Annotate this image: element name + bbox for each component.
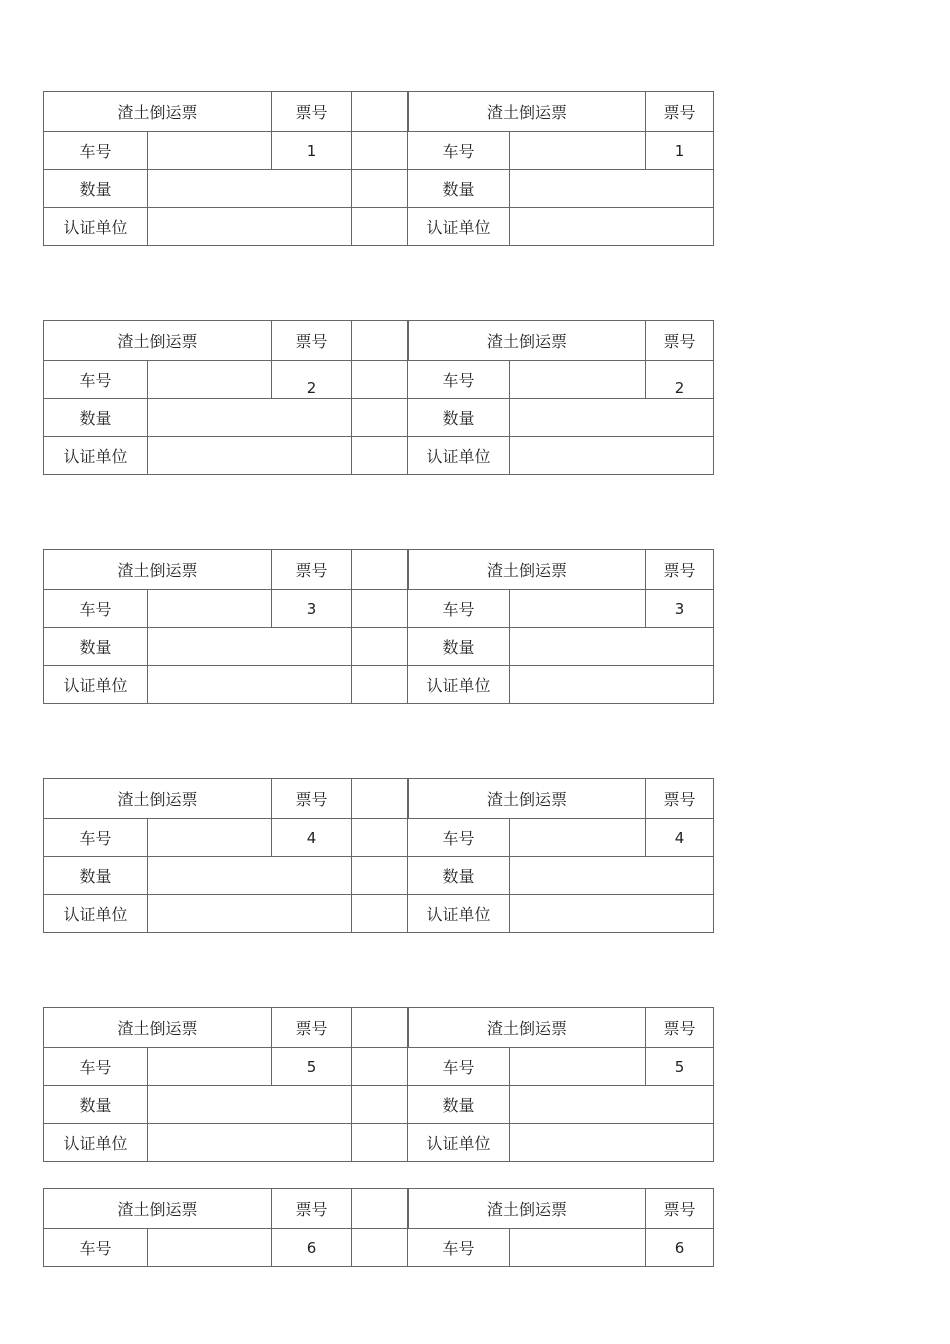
- stub-number-label: 票号: [645, 550, 713, 589]
- quantity-label: 数量: [79, 867, 112, 886]
- stub-certifier-value-field[interactable]: [509, 437, 713, 474]
- stub-certifier-value-field[interactable]: [509, 666, 713, 703]
- stub-number-value: 2: [645, 361, 713, 398]
- certifier-label: 认证单位: [63, 905, 128, 924]
- ticket-block-4: [43, 778, 714, 933]
- stub-plate-label: 车号: [442, 829, 475, 848]
- certifier-row: [44, 665, 713, 703]
- plate-value-field[interactable]: [147, 132, 271, 169]
- plate-value-field[interactable]: [147, 361, 271, 398]
- stub-plate-label: 车号: [442, 371, 475, 390]
- stub-number-label: 票号: [645, 779, 713, 818]
- header-row: [44, 550, 713, 589]
- plate-label: 车号: [79, 600, 112, 619]
- certifier-label: 认证单位: [63, 676, 128, 695]
- ticket-number-value: 5: [271, 1048, 351, 1085]
- quantity-value-field[interactable]: [147, 628, 351, 665]
- certifier-row: [44, 1123, 713, 1161]
- quantity-value-field[interactable]: [147, 1086, 351, 1123]
- stub-plate-label: 车号: [442, 142, 475, 161]
- stub-number-value: 5: [645, 1048, 713, 1085]
- plate-value-field[interactable]: [147, 1229, 271, 1266]
- stub-plate-label: 车号: [442, 600, 475, 619]
- plate-label: 车号: [79, 371, 112, 390]
- ticket-number-label: 票号: [271, 1189, 351, 1228]
- quantity-label: 数量: [79, 1096, 112, 1115]
- stub-certifier-label: 认证单位: [426, 218, 491, 237]
- certifier-value-field[interactable]: [147, 1124, 351, 1161]
- stub-number-value: 6: [645, 1229, 713, 1266]
- ticket-number-value: 1: [271, 132, 351, 169]
- stub-title: 渣土倒运票: [408, 550, 645, 589]
- quantity-label: 数量: [79, 180, 112, 199]
- plate-row: [44, 360, 713, 398]
- stub-certifier-value-field[interactable]: [509, 1124, 713, 1161]
- quantity-row: [44, 856, 713, 894]
- ticket-number-value: 3: [271, 590, 351, 627]
- certifier-value-field[interactable]: [147, 437, 351, 474]
- stub-certifier-value-field[interactable]: [509, 895, 713, 932]
- certifier-row: [44, 207, 713, 245]
- ticket-title: 渣土倒运票: [117, 103, 198, 122]
- ticket-block-5: [43, 1007, 714, 1162]
- stub-number-label: 票号: [645, 321, 713, 360]
- ticket-title: 渣土倒运票: [117, 790, 198, 809]
- ticket-title: 渣土倒运票: [117, 561, 198, 580]
- ticket-block-1: [43, 91, 714, 246]
- header-row: [44, 1189, 713, 1228]
- ticket-block-6: [43, 1188, 714, 1267]
- stub-title: 渣土倒运票: [408, 321, 645, 360]
- plate-row: [44, 1047, 713, 1085]
- stub-number-label: 票号: [645, 1189, 713, 1228]
- stub-quantity-value-field[interactable]: [509, 1086, 713, 1123]
- stub-certifier-value-field[interactable]: [509, 208, 713, 245]
- plate-value-field[interactable]: [147, 1048, 271, 1085]
- stub-quantity-value-field[interactable]: [509, 399, 713, 436]
- plate-label: 车号: [79, 1239, 112, 1258]
- stub-certifier-label: 认证单位: [426, 447, 491, 466]
- quantity-row: [44, 169, 713, 207]
- stub-plate-value-field[interactable]: [509, 590, 645, 627]
- stub-quantity-value-field[interactable]: [509, 628, 713, 665]
- ticket-number-label: 票号: [271, 1008, 351, 1047]
- quantity-value-field[interactable]: [147, 857, 351, 894]
- ticket-title: 渣土倒运票: [117, 1019, 198, 1038]
- stub-number-label: 票号: [645, 92, 713, 131]
- quantity-label: 数量: [79, 638, 112, 657]
- quantity-value-field[interactable]: [147, 170, 351, 207]
- stub-title: 渣土倒运票: [408, 1008, 645, 1047]
- plate-value-field[interactable]: [147, 819, 271, 856]
- stub-plate-value-field[interactable]: [509, 1048, 645, 1085]
- ticket-number-label: 票号: [271, 92, 351, 131]
- certifier-row: [44, 436, 713, 474]
- plate-label: 车号: [79, 829, 112, 848]
- header-row: [44, 321, 713, 360]
- stub-plate-value-field[interactable]: [509, 361, 645, 398]
- certifier-label: 认证单位: [63, 447, 128, 466]
- ticket-number-label: 票号: [271, 321, 351, 360]
- certifier-value-field[interactable]: [147, 208, 351, 245]
- quantity-row: [44, 398, 713, 436]
- plate-label: 车号: [79, 1058, 112, 1077]
- ticket-number-value: 4: [271, 819, 351, 856]
- stub-quantity-value-field[interactable]: [509, 857, 713, 894]
- header-row: [44, 92, 713, 131]
- ticket-number-value: 6: [271, 1229, 351, 1266]
- stub-certifier-label: 认证单位: [426, 1134, 491, 1153]
- stub-title: 渣土倒运票: [408, 779, 645, 818]
- stub-quantity-label: 数量: [442, 1096, 475, 1115]
- ticket-number-label: 票号: [271, 550, 351, 589]
- certifier-label: 认证单位: [63, 1134, 128, 1153]
- certifier-label: 认证单位: [63, 218, 128, 237]
- stub-plate-label: 车号: [442, 1058, 475, 1077]
- plate-row: [44, 818, 713, 856]
- stub-title: 渣土倒运票: [408, 92, 645, 131]
- quantity-value-field[interactable]: [147, 399, 351, 436]
- quantity-row: [44, 1085, 713, 1123]
- stub-plate-label: 车号: [442, 1239, 475, 1258]
- ticket-title: 渣土倒运票: [117, 1200, 198, 1219]
- certifier-row: [44, 894, 713, 932]
- plate-row: [44, 589, 713, 627]
- stub-quantity-label: 数量: [442, 638, 475, 657]
- certifier-value-field[interactable]: [147, 666, 351, 703]
- ticket-title: 渣土倒运票: [117, 332, 198, 351]
- stub-certifier-label: 认证单位: [426, 905, 491, 924]
- plate-row: [44, 131, 713, 169]
- stub-quantity-label: 数量: [442, 180, 475, 199]
- stub-plate-value-field[interactable]: [509, 819, 645, 856]
- stub-number-label: 票号: [645, 1008, 713, 1047]
- stub-plate-value-field[interactable]: [509, 1229, 645, 1266]
- stub-plate-value-field[interactable]: [509, 132, 645, 169]
- stub-title: 渣土倒运票: [408, 1189, 645, 1228]
- stub-number-value: 1: [645, 132, 713, 169]
- stub-certifier-label: 认证单位: [426, 676, 491, 695]
- plate-row: [44, 1228, 713, 1266]
- stub-quantity-value-field[interactable]: [509, 170, 713, 207]
- header-row: [44, 1008, 713, 1047]
- header-row: [44, 779, 713, 818]
- stub-number-value: 3: [645, 590, 713, 627]
- stub-number-value: 4: [645, 819, 713, 856]
- stub-quantity-label: 数量: [442, 867, 475, 886]
- quantity-label: 数量: [79, 409, 112, 428]
- stub-quantity-label: 数量: [442, 409, 475, 428]
- plate-label: 车号: [79, 142, 112, 161]
- ticket-block-2: [43, 320, 714, 475]
- ticket-number-value: 2: [271, 361, 351, 398]
- plate-value-field[interactable]: [147, 590, 271, 627]
- certifier-value-field[interactable]: [147, 895, 351, 932]
- quantity-row: [44, 627, 713, 665]
- ticket-block-3: [43, 549, 714, 704]
- ticket-number-label: 票号: [271, 779, 351, 818]
